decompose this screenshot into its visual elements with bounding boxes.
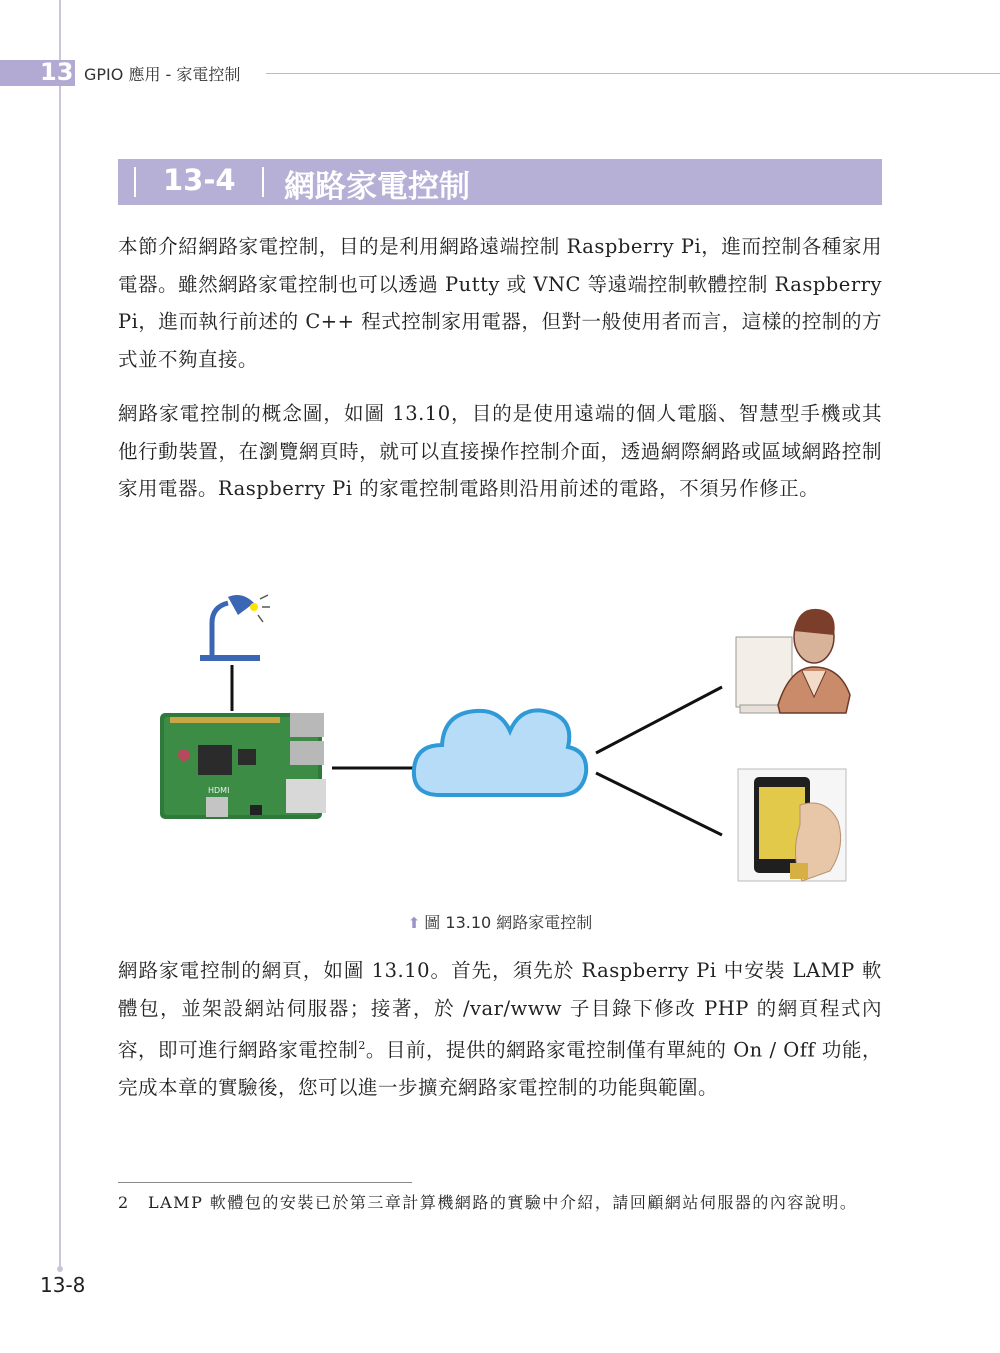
page-margin-line (59, 0, 61, 1270)
footnote-number: 2 (118, 1193, 130, 1212)
section-heading-divider (134, 167, 136, 197)
section-title: 網路家電控制 (284, 169, 470, 205)
footnote (118, 1190, 882, 1215)
smartphone-in-hand-icon (738, 769, 846, 881)
page-number: 13-8 (40, 1273, 86, 1297)
board-label: HDMI (208, 786, 230, 795)
footnote-reference[interactable]: 2 (358, 1039, 366, 1052)
paragraph-webpage-text: 網路家電控制的網頁，如圖 13.10。首先，須先於 Raspberry Pi 中安裝 LAMP 軟體包，並架設網站伺服器；接著，於 /var/www 子目錄下修改 PHP 的網頁程式內容，即可進行網路家電控制 (118, 959, 882, 1062)
chapter-title: GPIO 應用 - 家電控制 (84, 65, 241, 84)
footnote-rule (118, 1182, 412, 1183)
network-control-figure (150, 585, 870, 895)
paragraph-webpage-text-end: 。目前，提供的網路家電控制僅有單純的 On / Off 功能，完成本章的實驗後，您可以進一步擴充網路家電控制的功能與範圍。 (118, 1038, 882, 1099)
person-at-computer-icon (736, 609, 850, 713)
header-rule (266, 73, 1000, 74)
page-margin-dot (57, 1266, 63, 1272)
paragraph-concept: 網路家電控制的概念圖，如圖 13.10，目的是使用遠端的個人電腦、智慧型手機或其他行動裝置，在瀏覽網頁時，就可以直接操作控制介面，透過網際網路或區域網路控制家用電器。Raspberry Pi 的家電控制電路則沿用前述的電路，不須另作修正。 (118, 402, 882, 500)
section-number: 13-4 (163, 163, 236, 197)
footnote-text: LAMP 軟體包的安裝已於第三章計算機網路的實驗中介紹，請回顧網站伺服器的內容說明。 (148, 1193, 858, 1212)
paragraph-webpage (118, 952, 882, 1107)
figure-illustration (150, 585, 870, 895)
paragraph-intro: 本節介紹網路家電控制，目的是利用網路遠端控制 Raspberry Pi，進而控制各種家用電器。雖然網路家電控制也可以透過 Putty 或 VNC 等遠端控制軟體控制 Raspberry Pi，進而執行前述的 C++ 程式控制家用電器，但對一般使用者而言，這樣的控制的方式並不夠直接。 (118, 235, 882, 371)
chapter-number: 13 (40, 58, 74, 86)
raspberry-pi-board (160, 713, 326, 819)
figure-caption-text: 圖 13.10 網路家電控制 (424, 913, 593, 932)
section-heading-divider (262, 167, 264, 197)
caption-arrow-icon: ⬆ (407, 914, 421, 932)
cloud-icon (414, 710, 586, 795)
lamp-icon (200, 595, 270, 661)
figure-caption (0, 910, 1000, 933)
